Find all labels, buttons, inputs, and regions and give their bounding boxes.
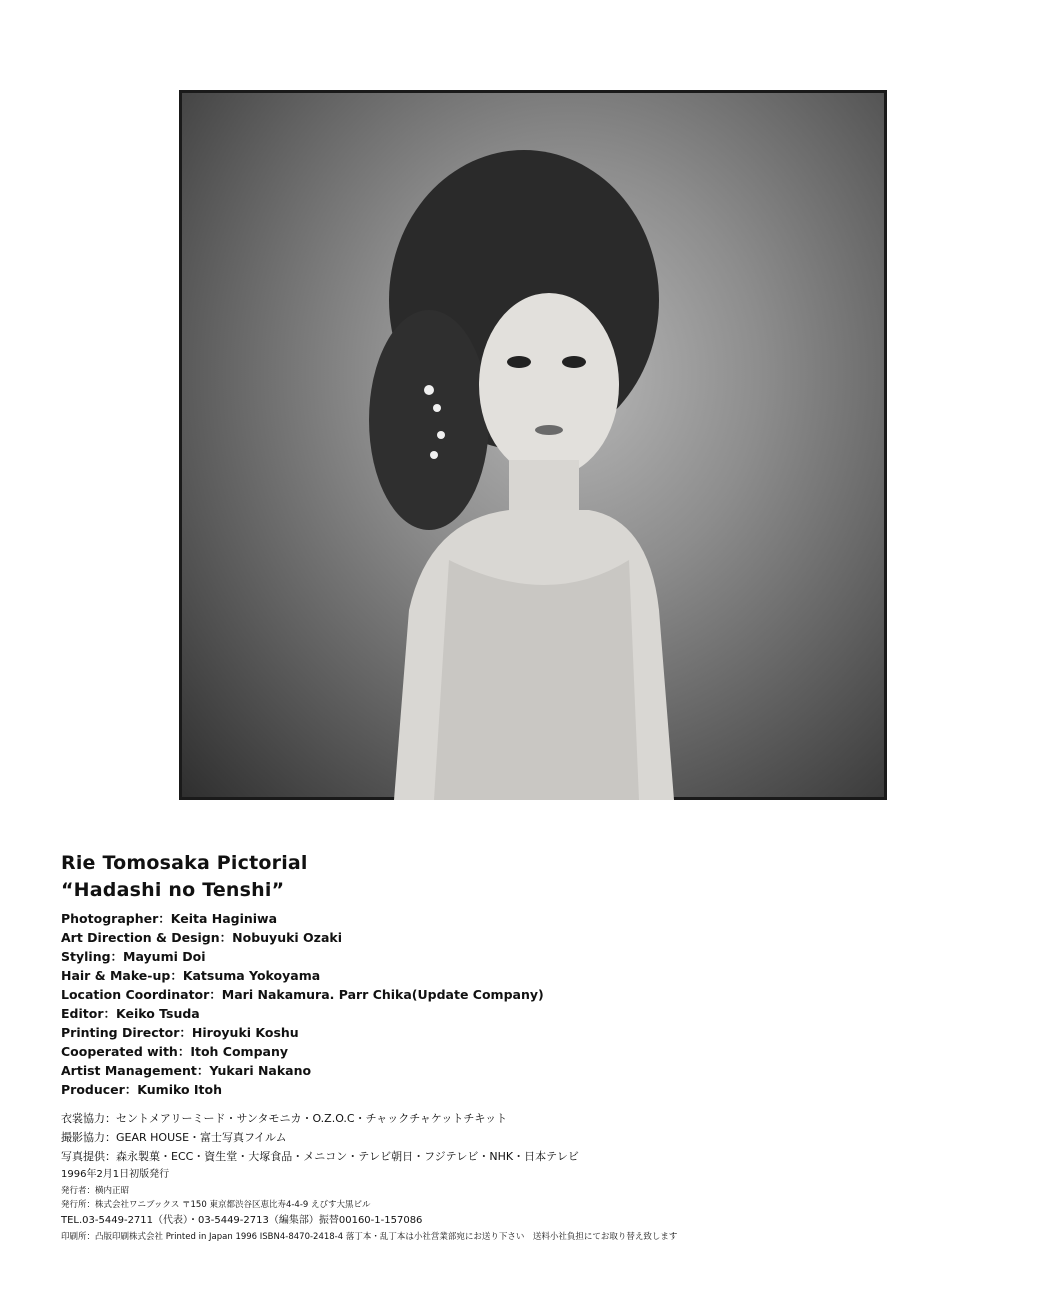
costume-cooperation: 衣裳協力：セントメアリーミード・サンタモニカ・O.Z.O.C・チャックチャケットチキット (61, 1112, 508, 1125)
credit-styling: Styling：Mayumi Doi (61, 949, 206, 964)
book-subtitle: “Hadashi no Tenshi” (61, 879, 285, 901)
photo-cooperation: 撮影協力：GEAR HOUSE・富士写真フイルム (61, 1131, 287, 1144)
publication-info (61, 1109, 1021, 1244)
staff-credits (61, 909, 1021, 1099)
credit-hair-makeup: Hair & Make-up：Katsuma Yokoyama (61, 968, 321, 983)
credit-location: Location Coordinator：Mari Nakamura. Parr Chika(Update Company) (61, 987, 544, 1002)
telephone: TEL.03-5449-2711（代表）・03-5449-2713（編集部）振替00160-1-157086 (61, 1215, 423, 1226)
publish-date: 1996年2月1日初版発行 (61, 1169, 170, 1180)
credit-producer: Producer：Kumiko Itoh (61, 1082, 223, 1097)
book-title: Rie Tomosaka Pictorial (61, 852, 308, 874)
credit-artist-management: Artist Management：Yukari Nakano (61, 1063, 312, 1078)
credit-editor: Editor：Keiko Tsuda (61, 1006, 200, 1021)
portrait-photo (179, 90, 887, 800)
publisher: 発行者：横内正昭 (61, 1186, 130, 1196)
credit-photographer: Photographer：Keita Haginiwa (61, 911, 278, 926)
credit-cooperated: Cooperated with：Itoh Company (61, 1044, 289, 1059)
portrait-figure (179, 90, 887, 800)
face-shape (479, 293, 619, 477)
photo-supply: 写真提供：森永製菓・ECC・資生堂・大塚食品・メニコン・テレビ朝日・フジテレビ・NHK・日本テレビ (61, 1150, 579, 1163)
credit-printing-director: Printing Director：Hiroyuki Koshu (61, 1025, 299, 1040)
publishing-company: 発行所：株式会社ワニブックス 〒150 東京都渋谷区恵比寿4-4-9 えびす大黒ビル (61, 1200, 371, 1210)
printer: 印刷所：凸版印刷株式会社 Printed in Japan 1996 ISBN4-8470-2418-4 落丁本・乱丁本は小社営業部宛にお送り下さい 送料小社負担にてお取り替え致します (61, 1232, 678, 1242)
credits-block (61, 850, 1021, 1244)
credit-art-direction: Art Direction & Design：Nobuyuki Ozaki (61, 930, 342, 945)
